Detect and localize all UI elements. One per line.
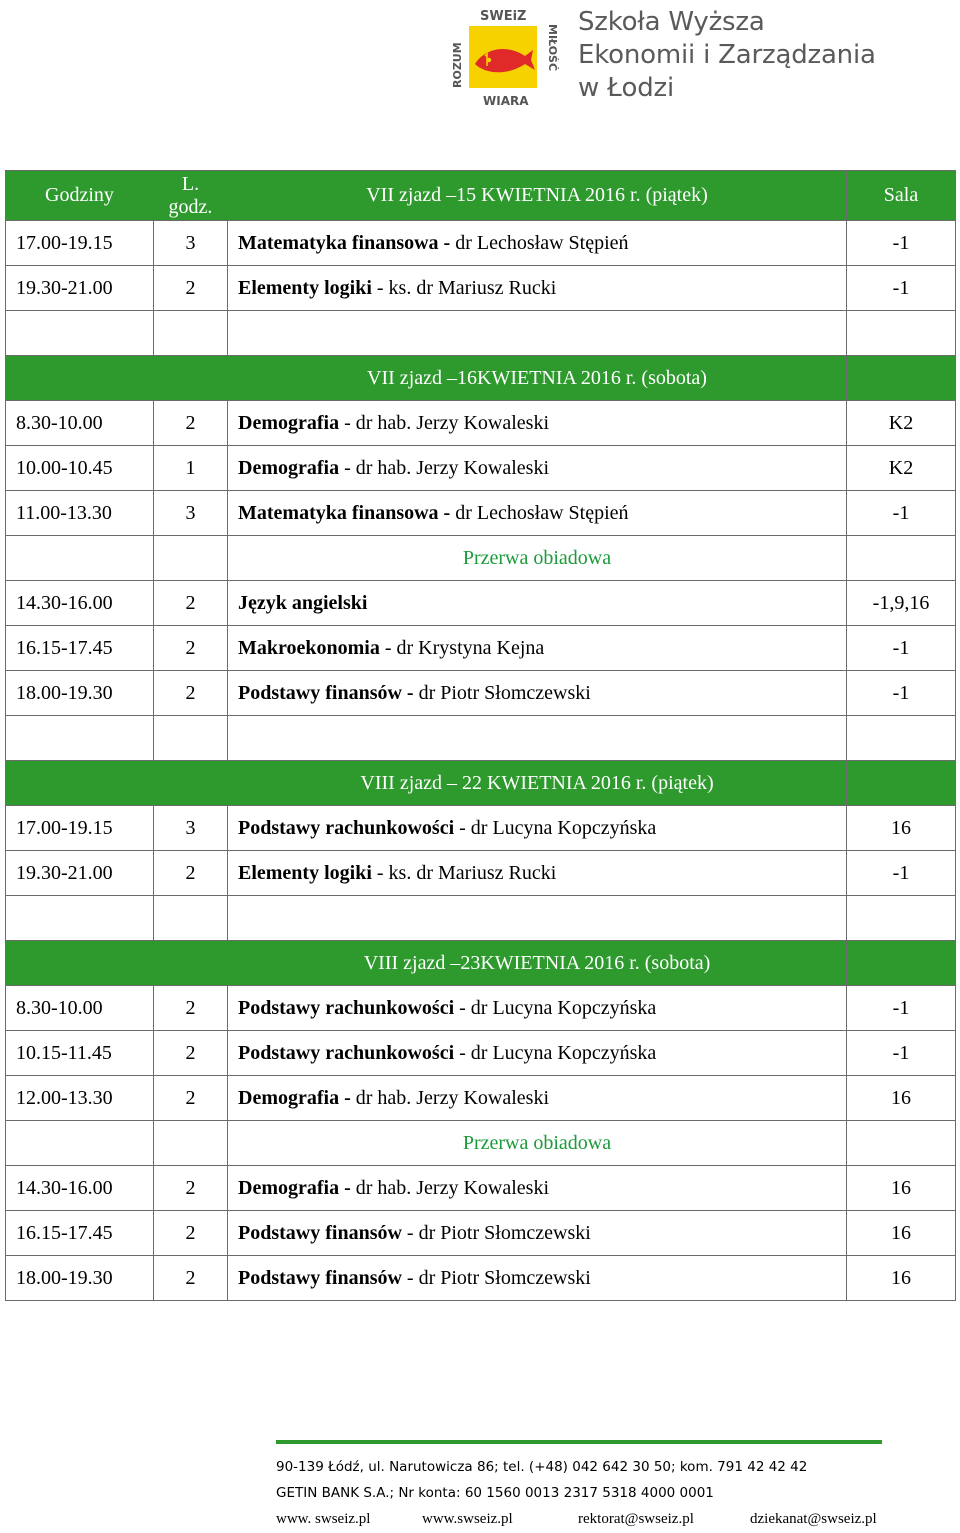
lunch-break-row (6, 536, 956, 581)
row-hours: 2 (154, 266, 228, 311)
table-row (6, 806, 956, 851)
row-subject: Podstawy finansów - (238, 681, 414, 704)
row-subject-cell (228, 851, 847, 896)
row-room: -1 (847, 986, 956, 1031)
row-subject-cell (228, 1166, 847, 1211)
school-name-line1: Szkoła Wyższa (578, 7, 765, 37)
table-row (6, 1031, 956, 1076)
schedule-table (5, 170, 956, 1301)
row-lecturer: - dr Lucyna Kopczyńska (454, 996, 657, 1019)
row-hours: 2 (154, 1076, 228, 1121)
row-subject: Podstawy rachunkowości (238, 996, 455, 1019)
row-room: -1 (847, 221, 956, 266)
row-room: -1 (847, 626, 956, 671)
row-lecturer: dr Piotr Słomczewski (413, 681, 591, 704)
table-row (6, 446, 956, 491)
session-date-title: VIII zjazd –23KWIETNIA 2016 r. (sobota) (228, 941, 847, 986)
table-row (6, 626, 956, 671)
row-hours: 3 (154, 806, 228, 851)
row-subject: Matematyka finansowa - (238, 231, 451, 254)
footer-address: 90-139 Łódź, ul. Narutowicza 86; tel. (+48) 042 642 30 50; kom. 791 42 42 42 (276, 1459, 808, 1475)
row-subject: Podstawy finansów (238, 1221, 402, 1244)
row-subject-cell (228, 491, 847, 536)
row-lecturer: dr Lechosław Stępień (450, 501, 629, 524)
row-hours: 3 (154, 491, 228, 536)
row-subject-cell (228, 806, 847, 851)
row-time: 18.00-19.30 (6, 1256, 154, 1301)
blank-cell-3 (228, 896, 847, 941)
date-empty-1 (6, 761, 154, 806)
row-time: 14.30-16.00 (6, 1166, 154, 1211)
row-lecturer: - ks. dr Mariusz Rucki (371, 276, 557, 299)
table-row (6, 986, 956, 1031)
row-lecturer: dr hab. Jerzy Kowaleski (350, 1086, 550, 1109)
table-row (6, 401, 956, 446)
row-room: 16 (847, 806, 956, 851)
row-subject: Podstawy rachunkowości (238, 1041, 455, 1064)
footer-link-3[interactable]: rektorat@swseiz.pl (578, 1511, 694, 1527)
lunch-empty-3 (847, 536, 956, 581)
row-hours: 2 (154, 1166, 228, 1211)
row-lecturer: - ks. dr Mariusz Rucki (371, 861, 557, 884)
row-hours: 2 (154, 1211, 228, 1256)
date-empty-2 (154, 356, 228, 401)
row-room: 16 (847, 1211, 956, 1256)
date-empty-1 (6, 941, 154, 986)
date-empty-1 (6, 356, 154, 401)
row-hours: 3 (154, 221, 228, 266)
row-room: K2 (847, 446, 956, 491)
row-time: 14.30-16.00 (6, 581, 154, 626)
row-lecturer: - dr Krystyna Kejna (379, 636, 545, 659)
row-time: 8.30-10.00 (6, 986, 154, 1031)
row-subject-cell (228, 1076, 847, 1121)
row-subject: Demografia (238, 456, 340, 479)
row-time: 18.00-19.30 (6, 671, 154, 716)
row-subject-cell (228, 1256, 847, 1301)
row-lecturer: - dr hab. Jerzy Kowaleski (339, 411, 550, 434)
row-room: 16 (847, 1166, 956, 1211)
blank-cell-1 (6, 311, 154, 356)
header-count-line2: godz. (168, 195, 213, 218)
table-row (6, 851, 956, 896)
table-row (6, 1166, 956, 1211)
table-row (6, 1076, 956, 1121)
row-time: 17.00-19.15 (6, 221, 154, 266)
table-header-row (6, 171, 956, 221)
session-date-title: VIII zjazd – 22 KWIETNIA 2016 r. (piątek) (228, 761, 847, 806)
footer-links (276, 1506, 916, 1532)
badge-right-text: MIŁOŚĆ (546, 24, 559, 72)
row-room: 16 (847, 1076, 956, 1121)
date-empty-3 (847, 356, 956, 401)
row-subject: Makroekonomia (238, 636, 380, 659)
row-room: K2 (847, 401, 956, 446)
session-date-row (6, 941, 956, 986)
row-time: 16.15-17.45 (6, 626, 154, 671)
school-name-line3: w Łodzi (578, 73, 675, 103)
footer-link-4[interactable]: dziekanat@swseiz.pl (750, 1511, 877, 1527)
row-hours: 2 (154, 1256, 228, 1301)
table-row (6, 581, 956, 626)
footer-link-1[interactable]: www. swseiz.pl (276, 1511, 371, 1527)
table-row (6, 1256, 956, 1301)
row-hours: 2 (154, 986, 228, 1031)
row-subject: Podstawy rachunkowości (238, 816, 455, 839)
header-room: Sala (847, 171, 956, 221)
table-row (6, 491, 956, 536)
row-room: -1 (847, 1031, 956, 1076)
badge-bottom-text: WIARA (483, 94, 529, 108)
row-subject: Elementy logiki (238, 276, 372, 299)
blank-cell-4 (847, 716, 956, 761)
row-hours: 2 (154, 1031, 228, 1076)
row-subject: Demografia (238, 411, 340, 434)
row-hours: 2 (154, 626, 228, 671)
row-lecturer: - dr hab. Jerzy Kowaleski (339, 456, 550, 479)
school-emblem-icon (445, 4, 575, 110)
row-time: 16.15-17.45 (6, 1211, 154, 1256)
blank-row (6, 716, 956, 761)
blank-cell-3 (228, 716, 847, 761)
table-row (6, 266, 956, 311)
date-empty-2 (154, 941, 228, 986)
header-count (154, 171, 228, 221)
table-row (6, 1211, 956, 1256)
blank-row (6, 896, 956, 941)
row-subject-cell (228, 581, 847, 626)
header-title: VII zjazd –15 KWIETNIA 2016 r. (piątek) (228, 171, 847, 221)
row-time: 11.00-13.30 (6, 491, 154, 536)
blank-cell-2 (154, 311, 228, 356)
row-room: -1 (847, 851, 956, 896)
row-lecturer: - dr Lucyna Kopczyńska (454, 816, 657, 839)
row-subject-cell (228, 1031, 847, 1076)
row-hours: 2 (154, 851, 228, 896)
blank-cell-2 (154, 896, 228, 941)
row-subject: Podstawy finansów (238, 1266, 402, 1289)
header-hours: Godziny (6, 171, 154, 221)
lunch-break-row (6, 1121, 956, 1166)
row-subject-cell (228, 1211, 847, 1256)
row-lecturer: dr Lechosław Stępień (450, 231, 629, 254)
blank-cell-4 (847, 311, 956, 356)
date-empty-2 (154, 761, 228, 806)
row-room: -1 (847, 491, 956, 536)
date-empty-3 (847, 761, 956, 806)
blank-cell-4 (847, 896, 956, 941)
row-subject: Demografia - (238, 1176, 351, 1199)
blank-cell-3 (228, 311, 847, 356)
row-time: 10.00-10.45 (6, 446, 154, 491)
row-hours: 2 (154, 581, 228, 626)
school-name (578, 6, 948, 105)
lunch-empty-1 (6, 1121, 154, 1166)
lunch-empty-1 (6, 536, 154, 581)
row-subject: Elementy logiki (238, 861, 372, 884)
row-time: 19.30-21.00 (6, 266, 154, 311)
row-time: 12.00-13.30 (6, 1076, 154, 1121)
row-subject-cell (228, 401, 847, 446)
date-empty-3 (847, 941, 956, 986)
school-name-line2: Ekonomii i Zarządzania (578, 40, 876, 70)
row-subject-cell (228, 626, 847, 671)
row-hours: 1 (154, 446, 228, 491)
table-row (6, 671, 956, 716)
row-hours: 2 (154, 671, 228, 716)
row-subject: Matematyka finansowa - (238, 501, 451, 524)
footer-divider (276, 1440, 882, 1444)
blank-row (6, 311, 956, 356)
badge-top-text: SWEiZ (480, 9, 527, 24)
row-lecturer: dr hab. Jerzy Kowaleski (350, 1176, 550, 1199)
row-room: -1,9,16 (847, 581, 956, 626)
lunch-break-label: Przerwa obiadowa (228, 1121, 847, 1166)
row-hours: 2 (154, 401, 228, 446)
row-subject-cell (228, 986, 847, 1031)
row-lecturer: - dr Lucyna Kopczyńska (454, 1041, 657, 1064)
row-subject: Demografia - (238, 1086, 351, 1109)
blank-cell-2 (154, 716, 228, 761)
row-lecturer: - dr Piotr Słomczewski (401, 1221, 591, 1244)
row-room: -1 (847, 266, 956, 311)
row-time: 19.30-21.00 (6, 851, 154, 896)
row-subject-cell (228, 446, 847, 491)
row-lecturer: - dr Piotr Słomczewski (401, 1266, 591, 1289)
footer-link-2[interactable]: www.swseiz.pl (422, 1511, 513, 1527)
row-time: 10.15-11.45 (6, 1031, 154, 1076)
lunch-empty-2 (154, 536, 228, 581)
row-subject-cell (228, 266, 847, 311)
session-date-title: VII zjazd –16KWIETNIA 2016 r. (sobota) (228, 356, 847, 401)
row-subject-cell (228, 221, 847, 266)
footer-bank: GETIN BANK S.A.; Nr konta: 60 1560 0013 2317 5318 4000 0001 (276, 1485, 714, 1501)
row-subject: Język angielski (238, 591, 368, 614)
row-room: 16 (847, 1256, 956, 1301)
row-time: 17.00-19.15 (6, 806, 154, 851)
lunch-empty-2 (154, 1121, 228, 1166)
lunch-break-label: Przerwa obiadowa (228, 536, 847, 581)
session-date-row (6, 761, 956, 806)
schedule-table-body (6, 171, 956, 1301)
row-room: -1 (847, 671, 956, 716)
session-date-row (6, 356, 956, 401)
table-row (6, 221, 956, 266)
footer (276, 1454, 916, 1532)
badge-left-text: ROZUM (451, 42, 464, 88)
lunch-empty-3 (847, 1121, 956, 1166)
blank-cell-1 (6, 896, 154, 941)
blank-cell-1 (6, 716, 154, 761)
row-subject-cell (228, 671, 847, 716)
header-count-line1: L. (181, 172, 200, 195)
row-time: 8.30-10.00 (6, 401, 154, 446)
